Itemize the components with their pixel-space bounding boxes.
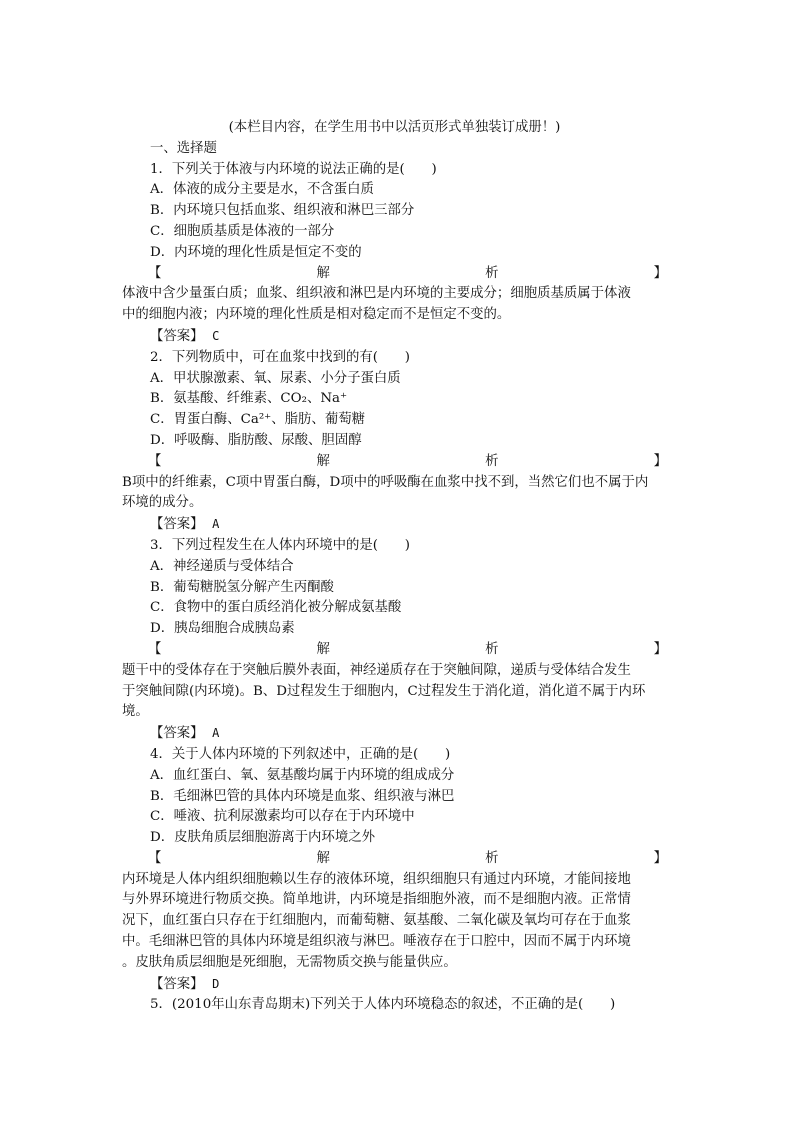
question-1-option-b: B．内环境只包括血浆、组织液和淋巴三部分 [150,203,415,219]
question-3-stem: 3．下列过程发生在人体内环境中的是( ) [150,537,410,553]
question-4-analysis-line: 内环境是人体内组织细胞赖以生存的液体环境，组织细胞只有通过内环境，才能间接地 [122,871,631,887]
question-1-option-d: D．内环境的理化性质是恒定不变的 [150,244,362,260]
question-2-stem: 2．下列物质中，可在血浆中找到的有( ) [150,349,410,365]
question-1-analysis-line: 体液中含少量蛋白质；血浆、组织液和淋巴是内环境的主要成分；细胞质基质属于体液 [122,286,631,302]
question-3-analysis-line: 于突触间隙(内环境)。B、D过程发生于细胞内，C过程发生于消化道，消化道不属于内环 [122,683,646,699]
question-2-analysis-line: B项中的纤维素，C项中胃蛋白酶，D项中的呼吸酶在血浆中找不到，当然它们也不属于内 [122,474,649,490]
question-3-analysis-line: 题干中的受体存在于突触后膜外表面，神经递质存在于突触间隙，递质与受体结合发生 [122,662,631,678]
question-2-option-b: B．氨基酸、纤维素、CO₂、Na⁺ [150,391,348,407]
question-2-option-d: D．呼吸酶、脂肪酸、尿酸、胆固醇 [150,432,362,448]
question-4-analysis-line: 。皮肤角质层细胞是死细胞，无需物质交换与能量供应。 [122,954,457,970]
question-4-option-a: A．血红蛋白、氧、氨基酸均属于内环境的组成成分 [150,767,455,783]
question-4-analysis-line: 中。毛细淋巴管的具体内环境是组织液与淋巴。唾液存在于口腔中，因而不属于内环境 [122,934,631,950]
section-heading: 一、选择题 [150,140,217,156]
question-5-stem: 5．(2010年山东青岛期末)下列关于人体内环境稳态的叙述，不正确的是( ) [150,997,616,1013]
question-3-option-c: C．食物中的蛋白质经消化被分解成氨基酸 [150,600,402,616]
question-1-answer: 【答案】 C [150,328,220,344]
binding-note: (本栏目内容，在学生用书中以活页形式单独装订成册！) [228,120,561,135]
question-4-analysis-line: 与外界环境进行物质交换。简单地讲，内环境是指细胞外液，而不是细胞内液。正常情 [122,892,631,908]
question-2-analysis-line: 环境的成分。 [122,495,203,511]
question-3-analysis-heading: 【 解 析 】 [148,641,667,657]
question-4-answer: 【答案】 D [150,976,220,992]
question-2-analysis-heading: 【 解 析 】 [148,453,667,469]
question-4-stem: 4．关于人体内环境的下列叙述中，正确的是( ) [150,746,451,762]
question-1-analysis-heading: 【 解 析 】 [148,265,667,281]
question-3-option-a: A．神经递质与受体结合 [150,558,294,574]
question-1-analysis-line: 中的细胞内液；内环境的理化性质是相对稳定而不是恒定不变的。 [122,307,511,323]
question-3-analysis-line: 境。 [122,704,149,720]
question-4-option-d: D．皮肤角质层细胞游离于内环境之外 [150,830,375,846]
question-1-option-a: A．体液的成分主要是水，不含蛋白质 [150,182,374,198]
question-2-answer: 【答案】 A [150,517,220,533]
question-3-answer: 【答案】 A [150,726,220,742]
question-3-option-d: D．胰岛细胞合成胰岛素 [150,621,295,637]
question-4-analysis-line: 况下，血红蛋白只存在于红细胞内，而葡萄糖、氨基酸、二氧化碳及氧均可存在于血浆 [122,913,631,929]
question-4-analysis-heading: 【 解 析 】 [148,850,667,866]
question-2-option-a: A．甲状腺激素、氧、尿素、小分子蛋白质 [150,370,401,386]
question-4-option-b: B．毛细淋巴管的具体内环境是血浆、组织液与淋巴 [150,788,455,804]
question-1-option-c: C．细胞质基质是体液的一部分 [150,223,335,239]
question-4-option-c: C．唾液、抗利尿激素均可以存在于内环境中 [150,809,415,825]
question-2-option-c: C．胃蛋白酶、Ca²⁺、脂肪、葡萄糖 [150,412,365,428]
question-3-option-b: B．葡萄糖脱氢分解产生丙酮酸 [150,579,334,595]
question-1-stem: 1．下列关于体液与内环境的说法正确的是( ) [150,161,437,177]
document-page [122,118,667,1016]
